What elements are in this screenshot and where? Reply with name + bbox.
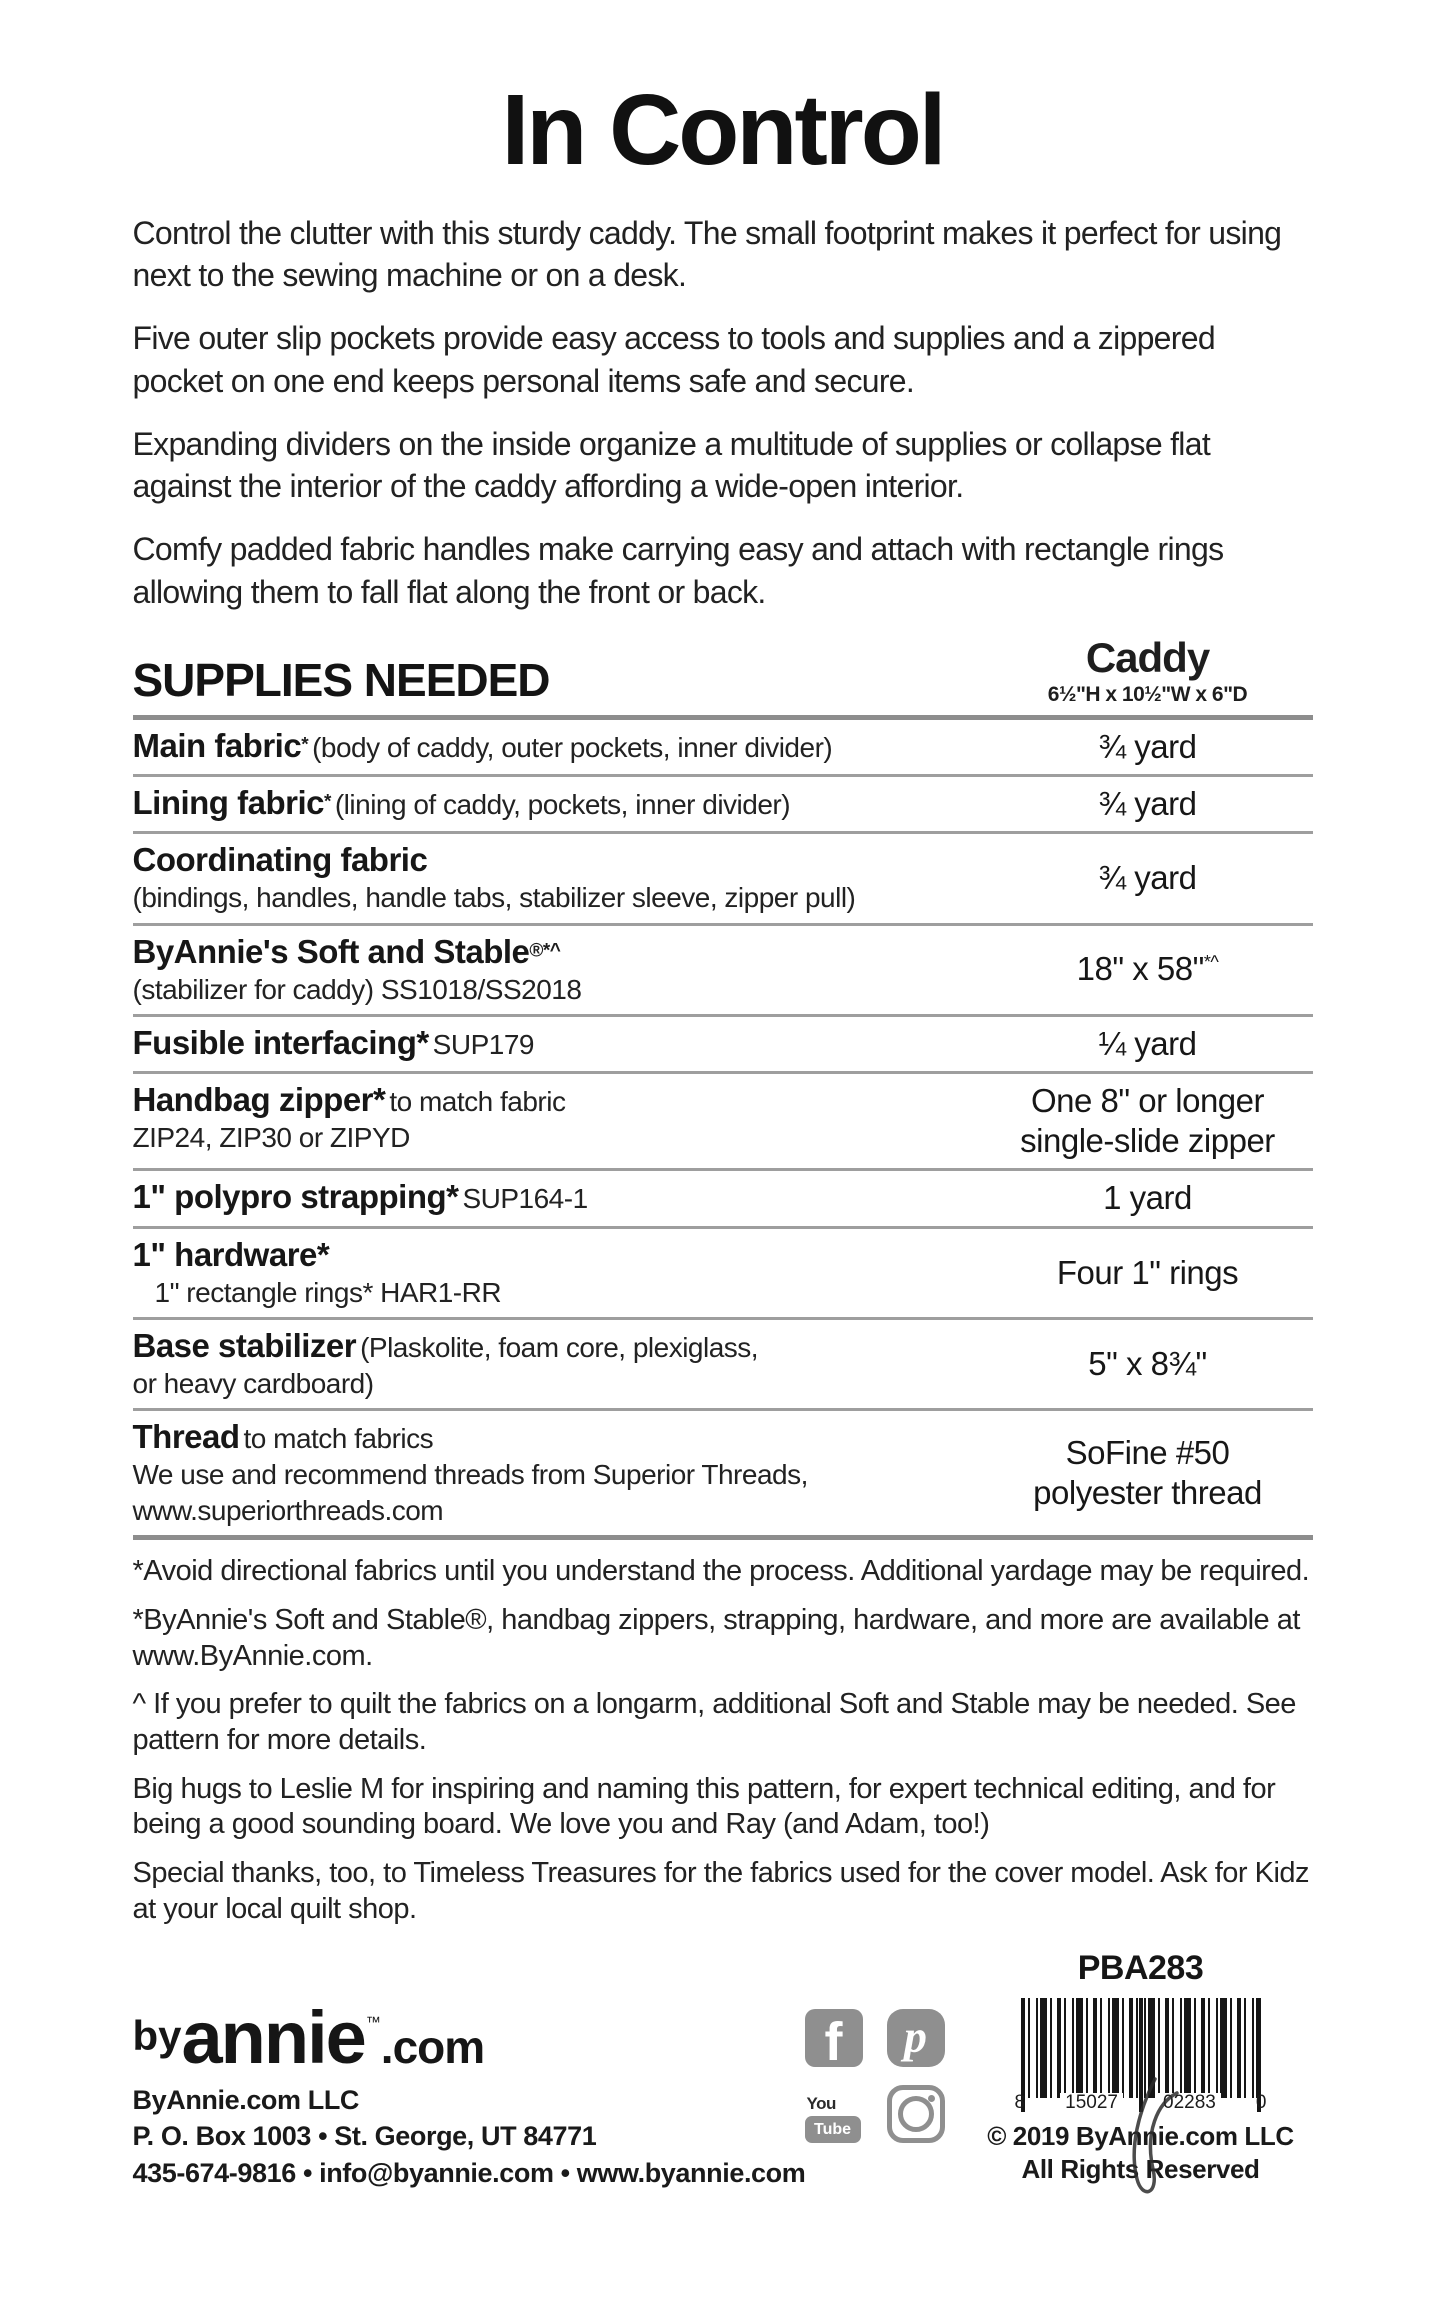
supply-row xyxy=(133,1411,1313,1540)
quantity-line: Four 1" rings xyxy=(1056,1253,1239,1291)
supply-item-name: 1" hardware* xyxy=(132,1235,330,1273)
quantity-footnote-mark: *^ xyxy=(1203,952,1219,973)
supply-item-footnote-mark: * xyxy=(301,734,309,756)
supply-item-quantity xyxy=(983,1327,1313,1401)
supply-item-description: or heavy cardboard) xyxy=(132,1367,374,1399)
quantity-line: ¾ yard xyxy=(1098,859,1197,897)
quantity-line: 1 yard xyxy=(1103,1179,1192,1217)
footnote: Big hugs to Leslie M for inspiring and naming this pattern, for expert technical editing, and for being a good sounding board. We love you and Ray (and Adam, too!) xyxy=(132,1772,1276,1841)
supply-item-description: We use and recommend threads from Superior Threads, xyxy=(132,1459,808,1490)
supply-row xyxy=(133,1074,1313,1172)
intro-paragraph: Comfy padded fabric handles make carrying easy and attach with rectangle rings allowing them to fall flat along the front or back. xyxy=(132,531,1224,610)
instagram-icon xyxy=(887,2085,945,2143)
supply-item-description: SUP179 xyxy=(432,1028,534,1060)
supply-item-quantity xyxy=(983,1236,1313,1310)
supply-item-name: 1" polypro strapping* xyxy=(132,1178,459,1216)
supply-row xyxy=(133,720,1313,777)
supply-item-name: Coordinating fabric xyxy=(132,841,428,879)
copyright xyxy=(969,2120,1313,2187)
footer xyxy=(133,1949,1313,2249)
supply-item-description: (Plaskolite, foam core, plexiglass, xyxy=(360,1331,759,1363)
supply-item-description: ZIP24, ZIP30 or ZIPYD xyxy=(132,1121,410,1153)
quantity-line: 5" x 8¾" xyxy=(1088,1344,1207,1382)
supply-item-quantity xyxy=(983,1178,1313,1218)
logo-com: .com xyxy=(380,2021,485,2074)
supply-item-quantity xyxy=(983,933,1313,1007)
byannie-logo xyxy=(132,1996,806,2080)
youtube-tube-label: Tube xyxy=(805,2116,861,2143)
supply-item-label xyxy=(133,1418,983,1528)
supply-item-name: Handbag zipper* xyxy=(132,1080,386,1118)
supply-item-description: (bindings, handles, handle tabs, stabilizer sleeve, zipper pull) xyxy=(132,882,856,914)
supply-item-quantity xyxy=(983,1418,1313,1528)
supply-item-label xyxy=(133,1236,983,1310)
pattern-back-cover xyxy=(132,74,1313,2249)
barcode-group-2: 02283 xyxy=(1158,2093,1221,2114)
supply-row xyxy=(133,1017,1313,1074)
supply-item-label xyxy=(133,1081,983,1162)
intro-paragraphs xyxy=(133,212,1313,613)
supply-item-description: (lining of caddy, pockets, inner divider) xyxy=(334,789,791,821)
barcode-digit-right: 0 xyxy=(1255,2092,1267,2114)
pinterest-icon xyxy=(887,2009,945,2067)
supply-item-description: www.superiorthreads.com xyxy=(132,1495,444,1527)
footnote: Special thanks, too, to Timeless Treasures for the fabrics used for the cover model. Ask for Kidz at your local quilt shop. xyxy=(132,1856,1310,1925)
supply-row xyxy=(133,1229,1313,1320)
supply-row xyxy=(133,1320,1313,1411)
column-title: Caddy xyxy=(1085,633,1210,681)
supply-item-quantity xyxy=(983,841,1313,915)
supply-row xyxy=(133,777,1313,834)
brand-block xyxy=(132,1996,806,2191)
quantity-line: ¾ yard xyxy=(1098,785,1197,823)
supply-item-description: to match fabrics xyxy=(243,1423,434,1454)
barcode-digit-left: 8 xyxy=(1014,2092,1026,2114)
facebook-icon xyxy=(805,2009,863,2067)
quantity-line: polyester thread xyxy=(1033,1474,1262,1512)
supply-item-label xyxy=(133,1024,983,1064)
supply-row xyxy=(133,1171,1313,1228)
quantity-line: One 8" or longer xyxy=(1030,1081,1265,1119)
pinterest-letter: p xyxy=(904,2010,927,2062)
supply-item-label xyxy=(133,1178,983,1218)
supply-item-label xyxy=(133,727,983,767)
supplies-table xyxy=(133,720,1313,1540)
youtube-icon xyxy=(805,2085,863,2143)
quantity-line: 18" x 58"*^ xyxy=(1076,950,1219,988)
intro-paragraph: Control the clutter with this sturdy caddy. The small footprint makes it perfect for using next to the sewing machine or on a desk. xyxy=(132,215,1282,294)
youtube-you-label: You xyxy=(806,2094,836,2114)
supply-row xyxy=(133,926,1313,1017)
supply-item-quantity xyxy=(983,1081,1313,1162)
company-address: P. O. Box 1003 • St. George, UT 84771 xyxy=(132,2121,597,2152)
quantity-line: ¼ yard xyxy=(1098,1024,1197,1062)
product-code: PBA283 xyxy=(1077,1949,1204,1988)
supply-item-quantity xyxy=(983,784,1313,824)
supply-item-quantity xyxy=(983,727,1313,767)
supply-item-name: ByAnnie's Soft and Stable xyxy=(132,932,530,970)
supply-item-name: Lining fabric xyxy=(132,784,324,822)
supply-item-quantity xyxy=(983,1024,1313,1064)
supply-item-name: Main fabric xyxy=(132,726,302,764)
intro-paragraph: Expanding dividers on the inside organize a multitude of supplies or collapse flat against the interior of the caddy affording a wide-open interior. xyxy=(132,425,1211,505)
barcode-group-1: 15027 xyxy=(1060,2093,1123,2114)
company-name: ByAnnie.com LLC xyxy=(132,2085,360,2116)
barcode-block xyxy=(969,1949,1313,2187)
barcode-digits xyxy=(1015,2088,1267,2114)
facebook-letter: f xyxy=(824,2011,843,2068)
supply-item-description: to match fabric xyxy=(389,1085,566,1117)
barcode xyxy=(1015,1998,1267,2118)
quantity-line: ¾ yard xyxy=(1098,727,1197,765)
copyright-line-1: © 2019 ByAnnie.com LLC xyxy=(987,2121,1294,2152)
instagram-lens xyxy=(898,2096,934,2132)
logo-annie: annie xyxy=(181,1996,365,2080)
supply-item-description: (body of caddy, outer pockets, inner divider) xyxy=(312,731,833,763)
footnotes xyxy=(133,1554,1313,1927)
quantity-line: single-slide zipper xyxy=(1020,1122,1275,1160)
supply-item-label xyxy=(133,841,983,915)
supply-item-name: Base stabilizer xyxy=(132,1326,357,1364)
footnote: *Avoid directional fabrics until you understand the process. Additional yardage may be required. xyxy=(132,1555,1310,1588)
supply-item-footnote-mark: ®*^ xyxy=(529,940,561,962)
supply-item-label xyxy=(133,784,983,824)
trademark-symbol: ™ xyxy=(365,2014,381,2032)
intro-paragraph: Five outer slip pockets provide easy access to tools and supplies and a zippered pocket on one end keeps personal items safe and secure. xyxy=(132,320,1215,399)
quantity-line: SoFine #50 xyxy=(1065,1433,1230,1471)
company-info xyxy=(133,2082,806,2191)
logo-by: by xyxy=(132,2012,182,2060)
column-dimensions: 6½"H x 10½"W x 6"D xyxy=(1047,682,1248,706)
supplies-header xyxy=(133,634,1313,720)
footnote: ^ If you prefer to quilt the fabrics on a longarm, additional Soft and Stable may be needed. See pattern for more details. xyxy=(132,1688,1296,1756)
supply-item-description: SUP164-1 xyxy=(462,1183,588,1215)
footnote: *ByAnnie's Soft and Stable®, handbag zippers, strapping, hardware, and more are available at www.ByAnnie.com. xyxy=(132,1603,1300,1672)
caddy-column-header xyxy=(983,634,1313,707)
supply-item-label xyxy=(133,1327,983,1401)
supplies-heading: SUPPLIES NEEDED xyxy=(132,653,550,706)
supply-item-description: 1" rectangle rings* HAR1-RR xyxy=(154,1276,502,1308)
company-contact: 435-674-9816 • info@byannie.com • www.byannie.com xyxy=(132,2157,806,2188)
social-icons xyxy=(805,2009,947,2143)
supply-item-description: (stabilizer for caddy) SS1018/SS2018 xyxy=(132,973,582,1005)
page-title: In Control xyxy=(501,74,944,186)
instagram-dot xyxy=(928,2095,935,2102)
supply-item-name: Thread xyxy=(132,1418,240,1455)
supply-row xyxy=(133,834,1313,925)
supply-item-label xyxy=(133,933,983,1007)
supply-item-footnote-mark: * xyxy=(324,791,331,813)
copyright-line-2: All Rights Reserved xyxy=(1021,2154,1260,2185)
supply-item-name: Fusible interfacing* xyxy=(132,1023,429,1061)
